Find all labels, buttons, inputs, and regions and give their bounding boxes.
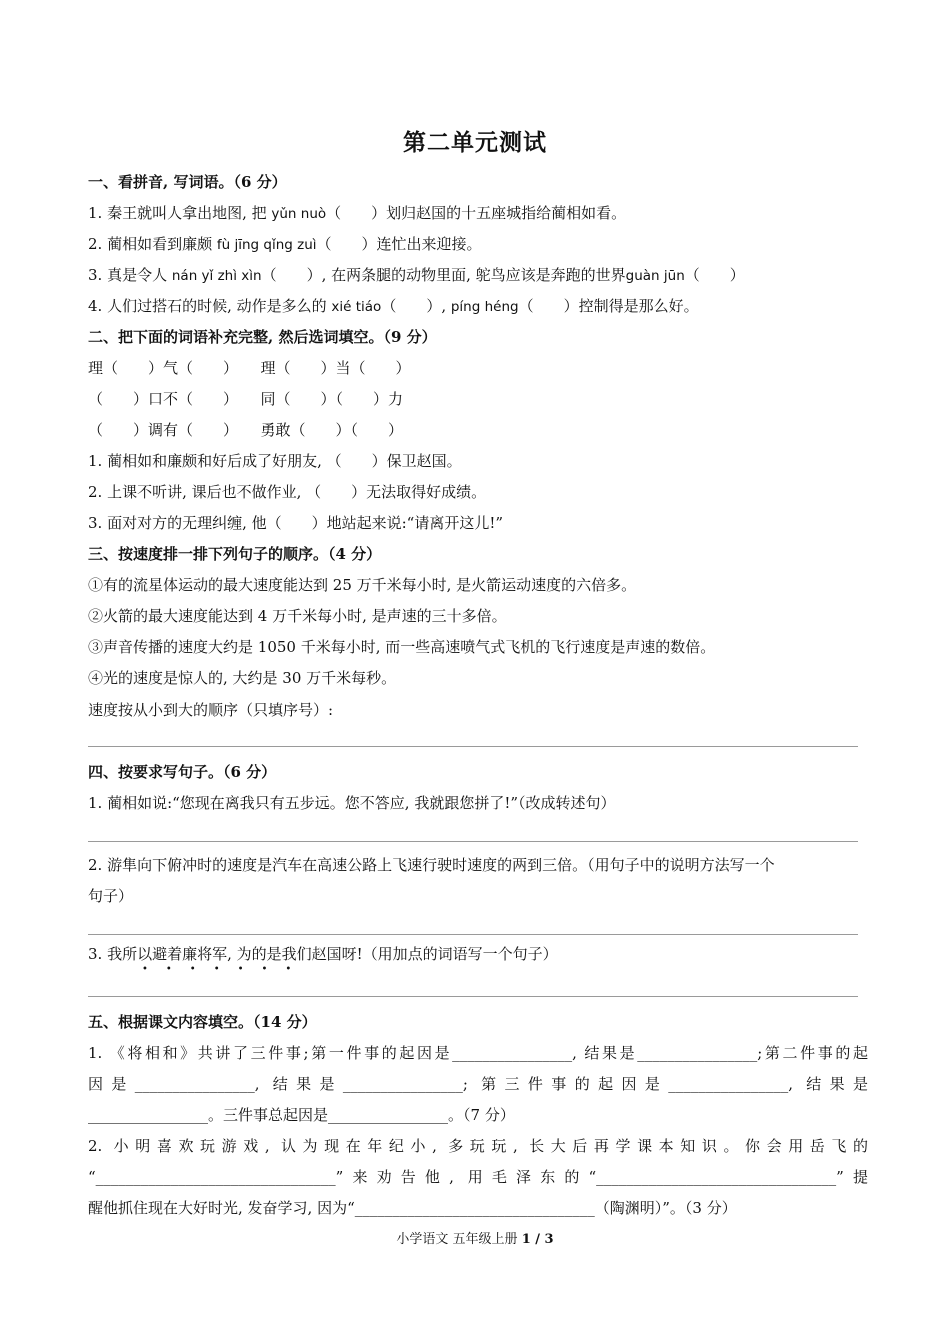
s3-item-3: ③声音传播的速度大约是 1050 千米每小时, 而一些高速喷气式飞机的飞行速度是声速的数倍。 — [88, 638, 716, 656]
s2-question-3: 3. 面对对方的无理纠缠, 他（ ）地站起来说:“请离开这儿!” — [88, 514, 504, 532]
s1-q4-pinyin-1: xié tiáo — [331, 299, 382, 315]
s4-question-2-line-1: 2. 游隼向下俯冲时的速度是汽车在高速公路上飞速行驶时速度的两到三倍。（用句子中的说明方法写一个 — [88, 856, 775, 874]
s1-q1-pinyin: yǔn nuò — [271, 206, 327, 222]
page-footer — [0, 1228, 950, 1247]
s1-q3-text-b: （ ）, 在两条腿的动物里面, 鸵鸟应该是奔跑的世界 — [261, 266, 626, 284]
s3-item-1: ①有的流星体运动的最大速度能达到 25 万千米每小时, 是火箭运动速度的六倍多。 — [88, 576, 637, 594]
s4-question-2-line-2: 句子） — [88, 887, 134, 905]
s1-q1-text-b: （ ）划归赵国的十五座城指给蔺相如看。 — [326, 204, 627, 222]
section-3-heading: 三、按速度排一排下列句子的顺序。（4 分） — [88, 545, 382, 563]
s2-question-1: 1. 蔺相如和廉颇和好后成了好朋友, （ ）保卫赵国。 — [88, 452, 462, 470]
s1-q3-pinyin-2: guàn jūn — [625, 268, 685, 284]
s1-q1-text-a: 1. 秦王就叫人拿出地图, 把 — [88, 204, 272, 222]
s1-q3-pinyin-1: nán yǐ zhì xìn — [171, 268, 262, 284]
s5-q1-line-1: 1. 《将相和》共讲了三件事;第一件事的起因是________________, 结果是________________;第二件事的起 — [88, 1044, 868, 1062]
s5-q2-line-1: 2. 小明喜欢玩游戏, 认为现在年纪小, 多玩玩, 长大后再学课本知识。你会用岳飞的 — [88, 1137, 868, 1155]
s5-q1-line-3: ________________。三件事总起因是________________。（7 分） — [88, 1106, 515, 1124]
section-4-heading: 四、按要求写句子。（6 分） — [88, 763, 277, 781]
s1-question-3 — [88, 265, 868, 286]
s1-q2-text-b: （ ）连忙出来迎接。 — [316, 235, 482, 253]
s1-q2-pinyin: fù jīng qǐng zuì — [216, 237, 317, 253]
s5-q2-line-3: 醒他抓住现在大好时光, 发奋学习, 因为“________________________________（陶渊明）”。（3 分） — [88, 1199, 737, 1217]
s4-q3-answer-line[interactable] — [88, 996, 858, 997]
s2-word-row-2: （ ）口不（ ） 同（ ）（ ）力 — [88, 390, 404, 408]
section-5-heading: 五、根据课文内容填空。（14 分） — [88, 1013, 317, 1031]
s1-question-1 — [88, 203, 868, 224]
s4-question-1: 1. 蔺相如说:“您现在离我只有五步远。您不答应, 我就跟您拼了!”（改成转述句） — [88, 794, 616, 812]
section-2-heading: 二、把下面的词语补充完整, 然后选词填空。（9 分） — [88, 328, 437, 346]
s5-q1-line-2: 因是________________, 结果是________________; 第三件事的起因是________________, 结果是 — [88, 1075, 868, 1093]
s1-q2-text-a: 2. 蔺相如看到廉颇 — [88, 235, 217, 253]
s1-q3-text-c: （ ） — [684, 266, 745, 284]
s1-question-2 — [88, 234, 868, 255]
s2-word-row-1: 理（ ）气（ ） 理（ ）当（ ） — [88, 359, 411, 377]
s1-q4-text-a: 4. 人们过搭石的时候, 动作是多么的 — [88, 297, 332, 315]
section-1-heading: 一、看拼音, 写词语。（6 分） — [88, 173, 287, 191]
s5-q2-line-2: “________________________________”来劝告他, 用毛泽东的“________________________________”提 — [88, 1168, 868, 1186]
s1-q4-pinyin-2: píng héng — [450, 299, 519, 315]
s3-answer-prompt: 速度按从小到大的顺序（只填序号）: — [88, 701, 334, 719]
s3-item-2: ②火箭的最大速度能达到 4 万千米每小时, 是声速的三十多倍。 — [88, 607, 507, 625]
s1-q4-text-b: （ ）, — [381, 297, 451, 315]
s1-q4-text-c: （ ）控制得是那么好。 — [518, 297, 699, 315]
s1-q3-text-a: 3. 真是令人 — [88, 266, 172, 284]
s2-word-row-3: （ ）调有（ ） 勇敢（ ）（ ） — [88, 421, 404, 439]
page-number: 1 / 3 — [521, 1232, 554, 1247]
s3-answer-line[interactable] — [88, 746, 858, 747]
s3-item-4: ④光的速度是惊人的, 大约是 30 万千米每秒。 — [88, 669, 397, 687]
s4-q1-answer-line[interactable] — [88, 841, 858, 842]
s4-q2-answer-line[interactable] — [88, 934, 858, 935]
page-title: 第二单元测试 — [403, 129, 547, 156]
footer-text: 小学语文 五年级上册 — [396, 1232, 522, 1247]
s1-question-4 — [88, 296, 868, 317]
emphasis-dots: ••••••• — [142, 964, 310, 975]
s4-question-3: 3. 我所以避着廉将军, 为的是我们赵国呀!（用加点的词语写一个句子） — [88, 945, 558, 963]
s2-question-2: 2. 上课不听讲, 课后也不做作业, （ ）无法取得好成绩。 — [88, 483, 487, 501]
